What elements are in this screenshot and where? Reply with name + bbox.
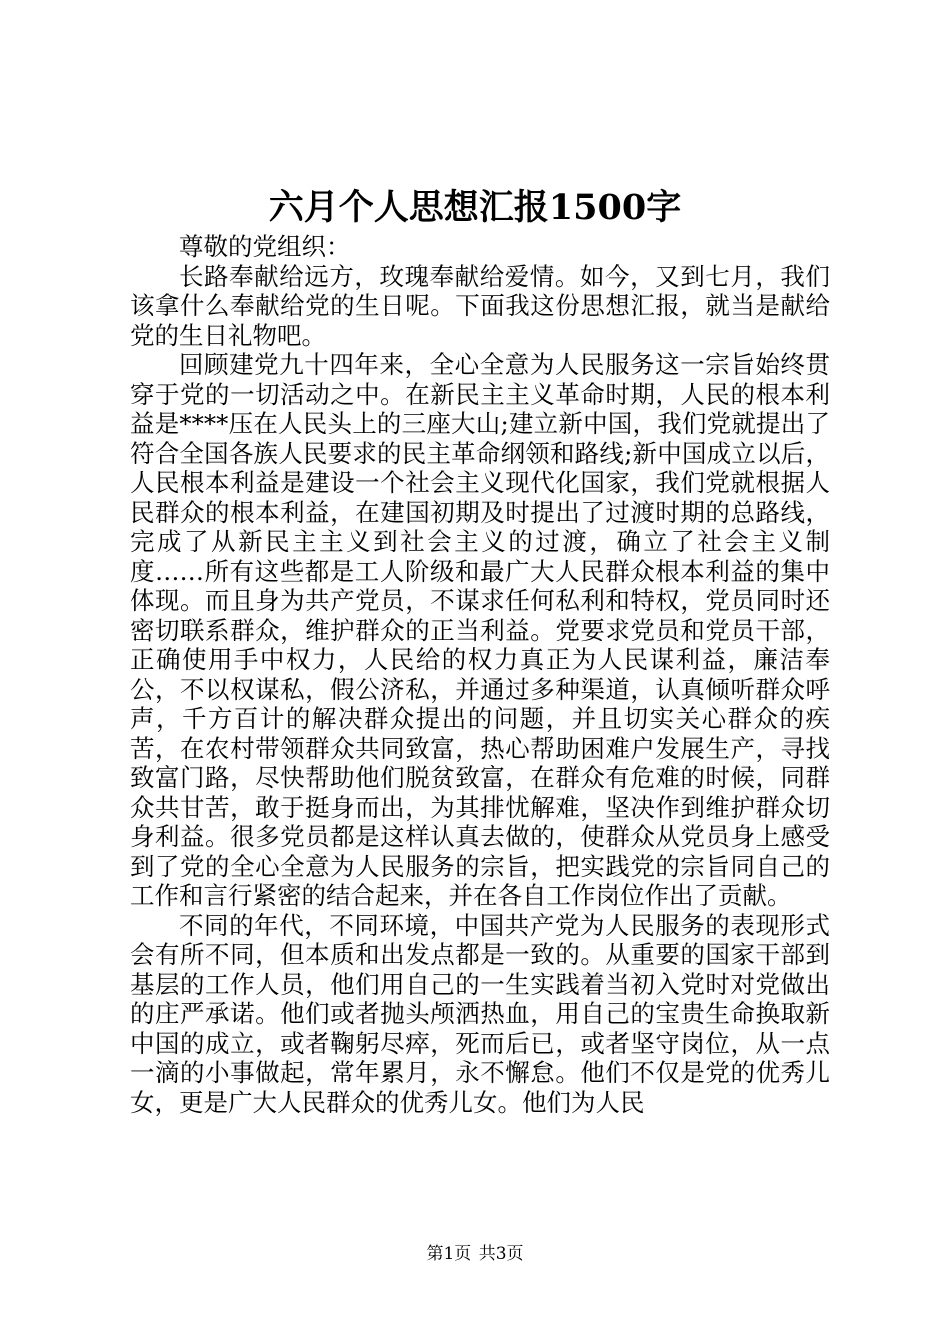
document-title: 六月个人思想汇报1500字: [268, 187, 682, 228]
paragraph-2: 回顾建党九十四年来，全心全意为人民服务这一宗旨始终贯穿于党的一切活动之中。在新民主主义革命时期，人民的根本利益是****压在人民头上的三座大山;建立新中国，我们党就提出了符合全国各族人民要求的民主革命纲领和路线;新中国成立以后，人民根本利益是建设一个社会主义现代化国家，我们党就根据人民群众的根本利益，在建国初期及时提出了过渡时期的总路线，完成了从新民主主义到社会主义的过渡，确立了社会主义制度……所有这些都是工人阶级和最广大人民群众根本利益的集中体现。而且身为共产党员，不谋求任何私利和特权，党员同时还密切联系群众，维护群众的正当利益。党要求党员和党员干部，正确使用手中权力，人民给的权力真正为人民谋利益，廉洁奉公，不以权谋私，假公济私，并通过多种渠道，认真倾听群众呼声，千方百计的解决群众提出的问题，并且切实关心群众的疾苦，在农村带领群众共同致富，热心帮助困难户发展生产，寻找致富门路，尽快帮助他们脱贫致富，在群众有危难的时候，同群众共甘苦，敢于挺身而出，为其排忧解难，坚决作到维护群众切身利益。很多党员都是这样认真去做的，使群众从党员身上感受到了党的全心全意为人民服务的宗旨，把实践党的宗旨同自己的工作和言行紧密的结合起来，并在各自工作岗位作出了贡献。: [130, 350, 830, 910]
salutation: 尊敬的党组织：: [179, 232, 351, 261]
document-body: [130, 232, 830, 1117]
page-number: 第1页: [426, 1244, 472, 1264]
paragraph-1: 长路奉献给远方，玫瑰奉献给爱情。如今，又到七月，我们该拿什么奉献给党的生日呢。下面我这份思想汇报，就当是献给党的生日礼物吧。: [130, 261, 830, 350]
page-footer: [0, 1242, 950, 1266]
paragraph-3: 不同的年代，不同环境，中国共产党为人民服务的表现形式会有所不同，但本质和出发点都是一致的。从重要的国家干部到基层的工作人员，他们用自己的一生实践着当初入党时对党做出的庄严承诺。他们或者抛头颅洒热血，用自己的宝贵生命换取新中国的成立，或者鞠躬尽瘁，死而后已，或者坚守岗位，从一点一滴的小事做起，常年累月，永不懈怠。他们不仅是党的优秀儿女，更是广大人民群众的优秀儿女。他们为人民: [130, 910, 830, 1117]
page-total: 共3页: [478, 1244, 524, 1264]
